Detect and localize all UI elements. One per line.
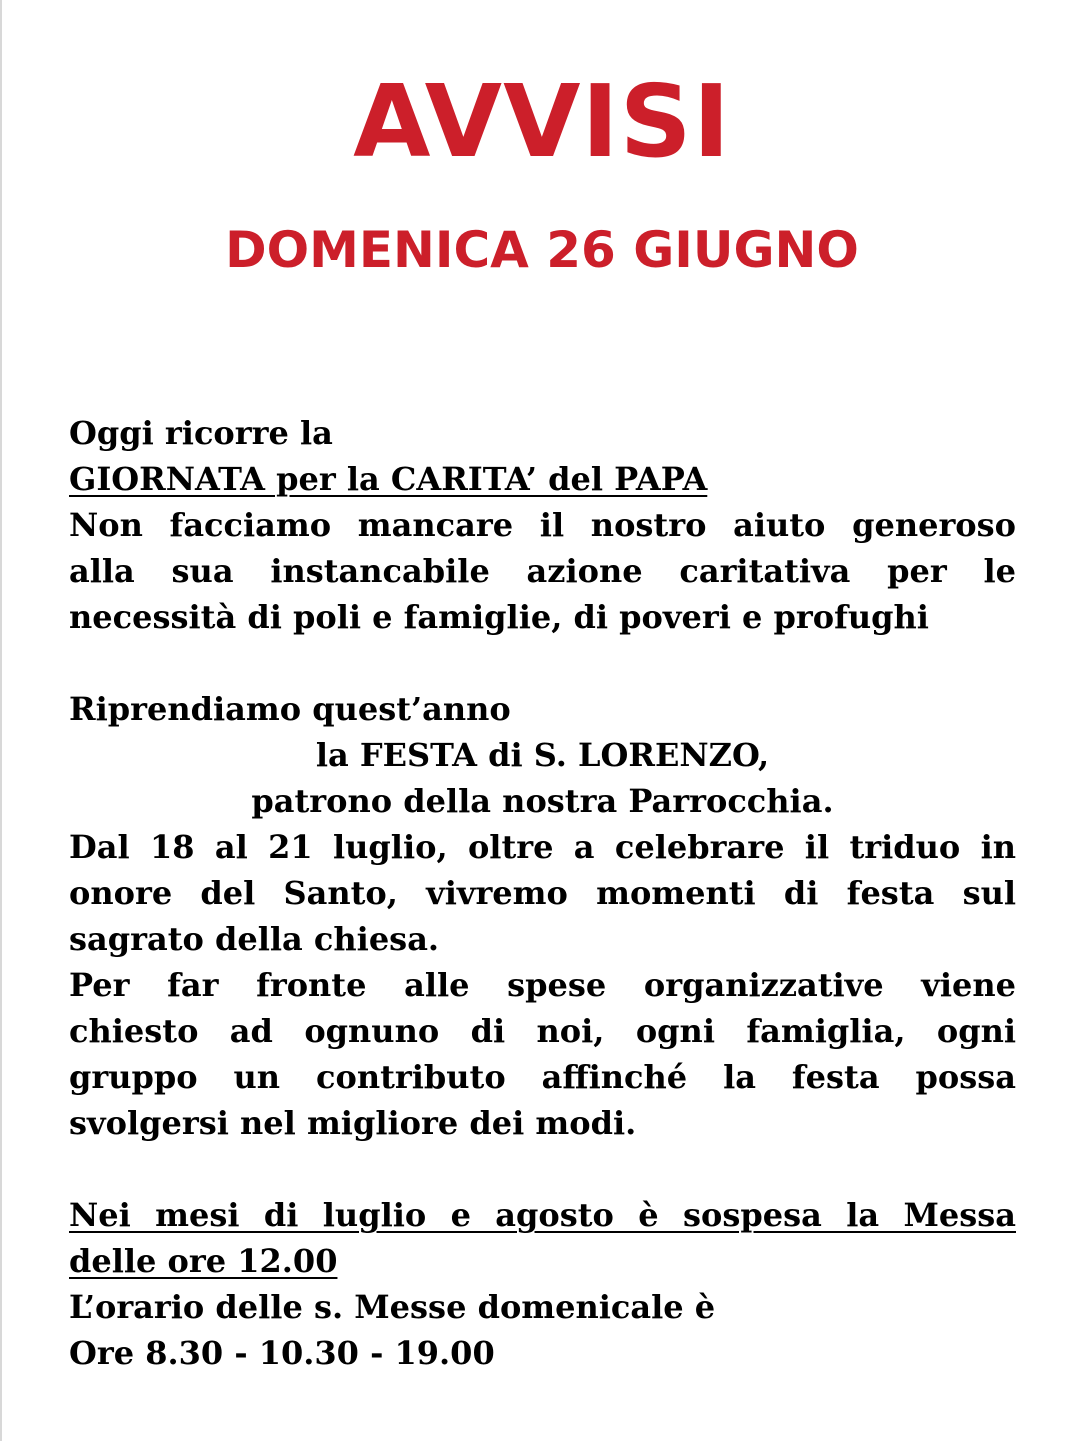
feast-body-line-2: onore del Santo, vivremo momenti di festa sul	[69, 874, 1016, 912]
feast-body-line-5: chiesto ad ognuno di noi, ogni famiglia, ogni	[69, 1012, 1016, 1050]
feast-body-line-4: Per far fronte alle spese organizzative viene	[69, 966, 1016, 1004]
feast-body-line-1: Dal 18 al 21 luglio, oltre a celebrare il triduo in	[69, 828, 1016, 866]
mass-suspension-line-1: Nei mesi di luglio e agosto è sospesa la Messa	[69, 1196, 1016, 1234]
pope-charity-heading: GIORNATA per la CARITA’ del PAPA	[69, 460, 708, 498]
notice-body	[69, 410, 1016, 1376]
feast-body-line-7: svolgersi nel migliore dei modi.	[69, 1104, 637, 1142]
feast-body-line-3: sagrato della chiesa.	[69, 920, 440, 958]
page-title: AVVISI	[353, 63, 731, 180]
section-spacer	[69, 640, 1016, 686]
mass-suspension-line-2: delle ore 12.00	[69, 1242, 338, 1280]
pope-body-line-1: Non facciamo mancare il nostro aiuto generoso	[69, 506, 1016, 544]
feast-name-line: la FESTA di S. LORENZO,	[315, 736, 770, 774]
date-heading: DOMENICA 26 GIUGNO	[225, 221, 859, 279]
feast-patron-line: patrono della nostra Parrocchia.	[251, 782, 834, 820]
pope-body-line-3: necessità di poli e famiglie, di poveri e profughi	[69, 598, 929, 636]
feast-intro-line: Riprendiamo quest’anno	[69, 690, 511, 728]
mass-schedule-times: Ore 8.30 - 10.30 - 19.00	[69, 1334, 495, 1372]
pope-intro-line: Oggi ricorre la	[69, 414, 333, 452]
pope-body-line-2: alla sua instancabile azione caritativa per le	[69, 552, 1016, 590]
feast-body-line-6: gruppo un contributo affinché la festa possa	[69, 1058, 1016, 1096]
section-spacer	[69, 1146, 1016, 1192]
notice-mass-schedule	[69, 1192, 1016, 1376]
notice-pope-charity	[69, 410, 1016, 640]
mass-schedule-intro: L’orario delle s. Messe domenicale è	[69, 1288, 716, 1326]
notice-feast-san-lorenzo	[69, 686, 1016, 1146]
